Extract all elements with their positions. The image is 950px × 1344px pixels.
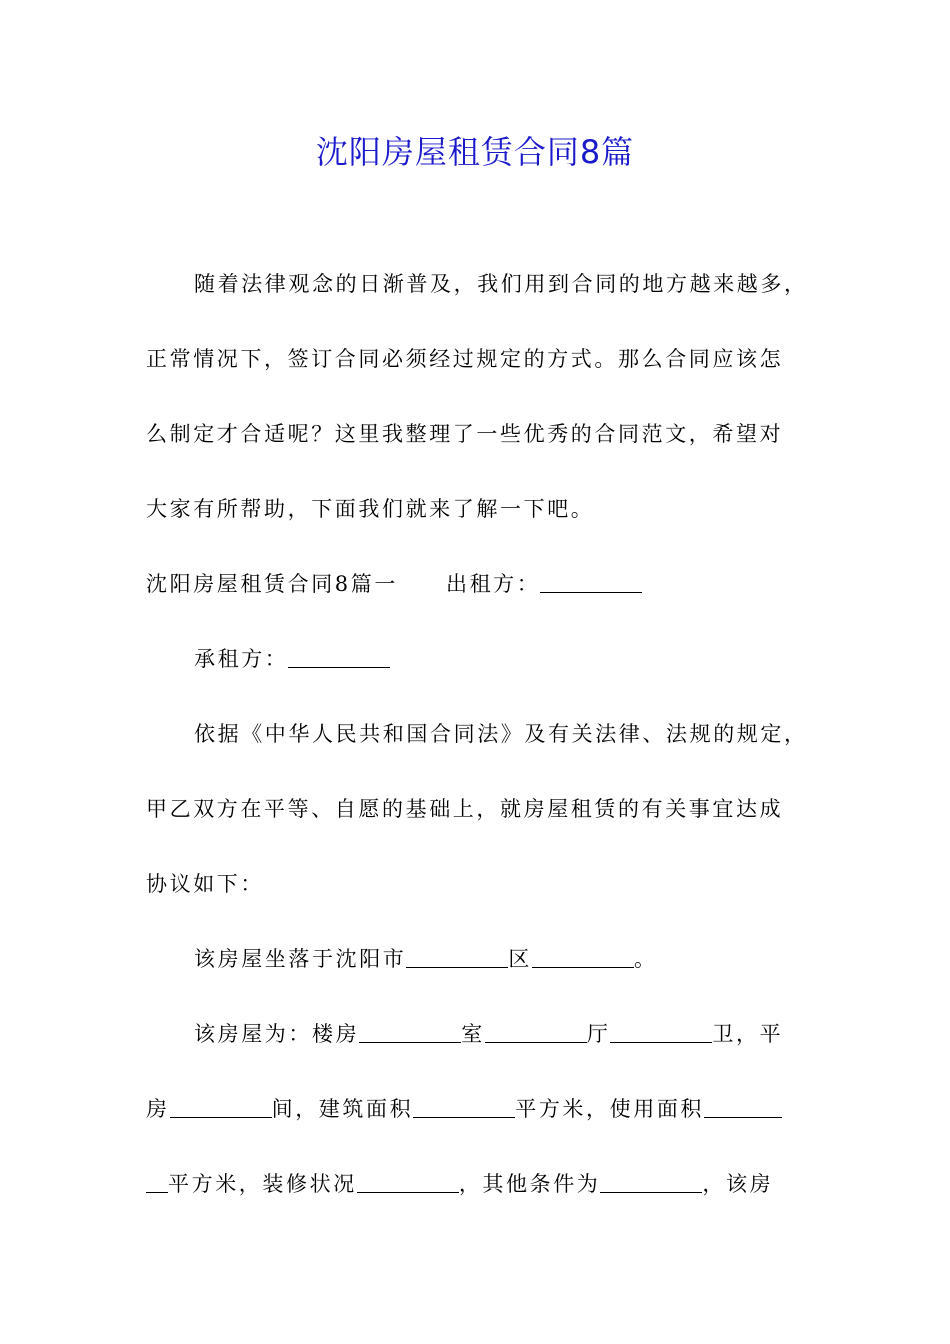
- condition-line: [146, 1168, 826, 1200]
- bungalow-blank: [170, 1116, 272, 1118]
- sqm-label: 平方米，使用面积: [515, 1097, 705, 1121]
- type-prefix: 该房屋为：楼房: [194, 1022, 360, 1046]
- other-blank: [600, 1191, 702, 1193]
- usable-area-blank-b: [146, 1191, 168, 1193]
- intro-line-4: 大家有所帮助，下面我们就来了解一下吧。: [146, 497, 595, 521]
- lessee-label: 承租方：: [194, 647, 289, 671]
- district-blank: [532, 966, 634, 968]
- lessee-blank: [288, 666, 390, 668]
- section-heading: 沈阳房屋租赁合同8篇一: [146, 572, 398, 596]
- section-heading-line: [146, 568, 826, 600]
- other-label: ，其他条件为: [458, 1172, 601, 1196]
- intro-line-1: 随着法律观念的日渐普及，我们用到合同的地方越来越多，: [194, 272, 808, 296]
- location-prefix: 该房屋坐落于沈阳市: [194, 947, 407, 971]
- usable-area-blank-a: [704, 1116, 782, 1118]
- basis-line-3: 协议如下：: [146, 872, 264, 896]
- area-line: [146, 1093, 826, 1125]
- document-title: 沈阳房屋租赁合同8篇: [315, 133, 635, 171]
- rooms-label: 间，建筑面积: [271, 1097, 414, 1121]
- lessee-line: [194, 643, 874, 675]
- sqm-label-2: 平方米，装修状况: [168, 1172, 357, 1196]
- hall-label: 厅: [586, 1022, 611, 1046]
- type-line: [194, 1018, 874, 1050]
- room-blank: [485, 1041, 587, 1043]
- room-label: 室: [461, 1022, 485, 1046]
- lessor-label: 出租方：: [445, 572, 541, 596]
- hall-blank: [610, 1041, 712, 1043]
- building-area-blank: [413, 1116, 515, 1118]
- decoration-blank: [357, 1191, 459, 1193]
- intro-line-3: 么制定才合适呢？这里我整理了一些优秀的合同范文，希望对: [146, 422, 784, 446]
- bath-label: 卫，平: [712, 1022, 784, 1046]
- city-blank: [406, 966, 508, 968]
- building-blank: [359, 1041, 461, 1043]
- location-end: 。: [634, 947, 658, 971]
- district-label: 区: [508, 947, 533, 971]
- location-line: [194, 943, 874, 975]
- condition-end: ，该房: [702, 1172, 774, 1196]
- basis-line-2: 甲乙双方在平等、自愿的基础上，就房屋租赁的有关事宜达成: [146, 797, 784, 821]
- area-prefix: 房: [146, 1097, 170, 1121]
- intro-line-2: 正常情况下，签订合同必须经过规定的方式。那么合同应该怎: [146, 347, 784, 371]
- lessor-blank: [540, 591, 642, 593]
- basis-line-1: 依据《中华人民共和国合同法》及有关法律、法规的规定，: [194, 722, 808, 746]
